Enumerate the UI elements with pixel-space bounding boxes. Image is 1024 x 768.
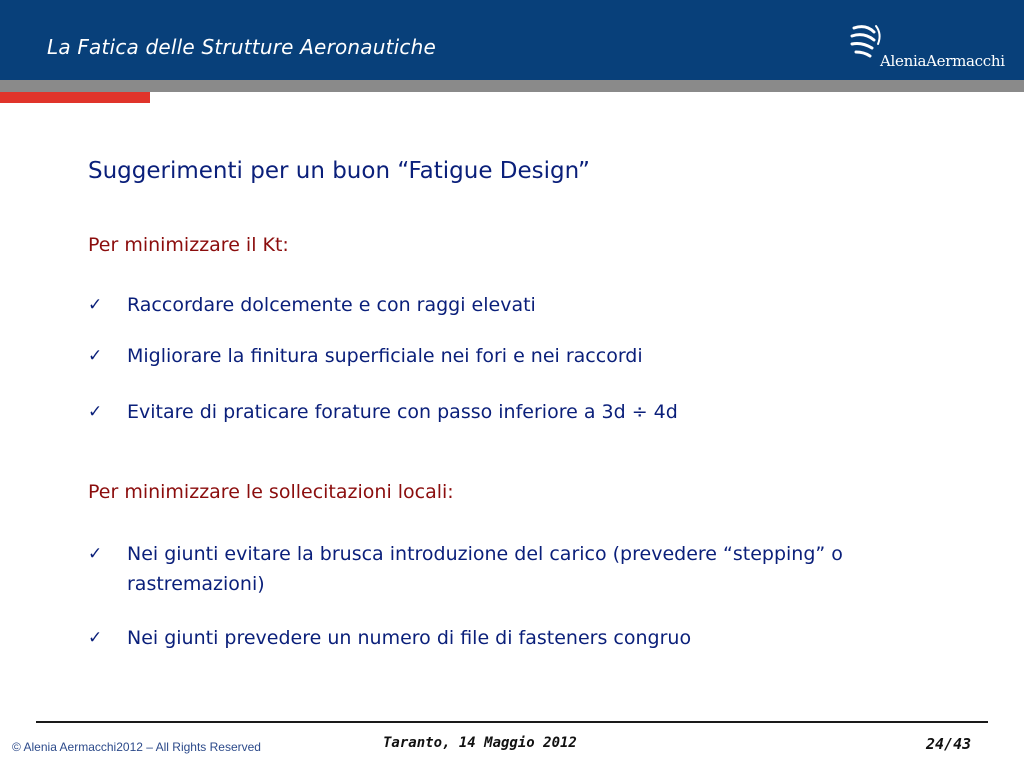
bullet-item [88, 397, 908, 427]
check-icon: ✓ [88, 628, 103, 648]
section-heading-local-stress: Per minimizzare le sollecitazioni locali: [88, 481, 454, 503]
bullet-text: Raccordare dolcemente e con raggi elevati [127, 294, 536, 316]
bullet-text: Migliorare la finitura superficiale nei fori e nei raccordi [127, 345, 643, 367]
bullet-item [88, 623, 908, 653]
check-icon: ✓ [88, 295, 103, 315]
bullet-text: Nei giunti evitare la brusca introduzione del carico (prevedere “stepping” o rastremazioni) [127, 543, 843, 595]
header-gray-stripe [0, 80, 1024, 92]
bullet-item [88, 539, 908, 599]
logo-text: AleniaAermacchi [880, 52, 1005, 70]
company-logo [848, 22, 1013, 72]
check-icon: ✓ [88, 402, 103, 422]
footer-divider [36, 721, 988, 723]
copyright-notice: © Alenia Aermacchi2012 – All Rights Reserved [12, 740, 261, 754]
bullet-text: Evitare di praticare forature con passo inferiore a 3d ÷ 4d [127, 401, 678, 423]
bullet-text: Nei giunti prevedere un numero di file di fasteners congruo [127, 627, 692, 649]
header-bar [0, 0, 1024, 80]
check-icon: ✓ [88, 544, 103, 564]
footer-date: Taranto, 14 Maggio 2012 [383, 735, 577, 751]
slide-title: Suggerimenti per un buon “Fatigue Design” [88, 158, 590, 184]
bullet-item [88, 341, 908, 371]
presentation-title: La Fatica delle Strutture Aeronautiche [47, 35, 437, 59]
bullet-item [88, 290, 908, 320]
header-red-accent [0, 92, 150, 103]
check-icon: ✓ [88, 346, 103, 366]
page-number: 24/43 [926, 735, 972, 753]
section-heading-kt: Per minimizzare il Kt: [88, 234, 289, 256]
